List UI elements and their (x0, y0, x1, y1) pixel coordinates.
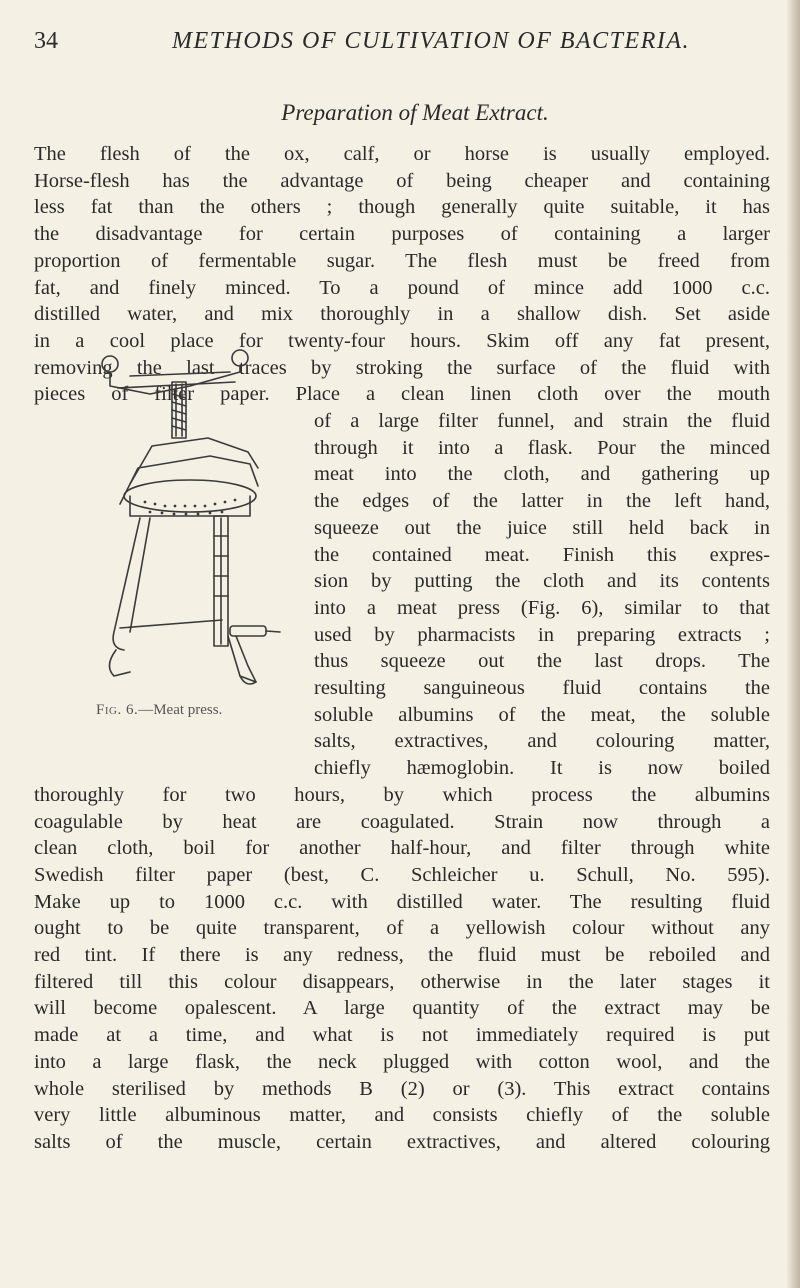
text-line: Swedish filter paper (best, C. Schleicher u. Schull, No. 595). (34, 863, 770, 886)
text-line: the disadvantage for certain purposes of containing a larger (34, 223, 770, 246)
text-line: salts of the muscle, certain extractives, and altered colouring (34, 1130, 770, 1153)
text-line: squeeze out the juice still held back in (314, 516, 770, 539)
text-line: very little albuminous matter, and consists chiefly of the soluble (34, 1104, 770, 1127)
text-line: Make up to 1000 c.c. with distilled water. The resulting fluid (34, 890, 770, 913)
text-line: less fat than the others ; though generally quite suitable, it has (34, 196, 770, 219)
section-title: Preparation of Meat Extract. (281, 100, 549, 125)
text-line: through it into a flask. Pour the minced (314, 436, 770, 459)
text-line: coagulable by heat are coagulated. Strain now through a (34, 810, 770, 833)
text-line: ought to be quite transparent, of a yellowish colour without any (34, 917, 770, 940)
text-line: pieces of filter paper. Place a clean linen cloth over the mouth (34, 383, 770, 406)
text-line: in a cool place for twenty-four hours. Skim off any fat present, (34, 329, 770, 352)
text-line: proportion of fermentable sugar. The flesh must be freed from (34, 249, 770, 272)
text-line: into a meat press (Fig. 6), similar to that (314, 596, 770, 619)
page-number: 34 (34, 28, 58, 54)
text-line: sion by putting the cloth and its contents (314, 570, 770, 593)
figure-caption (96, 702, 222, 719)
meat-press-illustration-icon (90, 336, 300, 696)
figure-caption-text: —Meat press. (138, 702, 223, 718)
text-line: chiefly hæmoglobin. It is now boiled (314, 757, 770, 780)
text-line: whole sterilised by methods B (2) or (3). This extract contains (34, 1077, 770, 1100)
text-line: the edges of the latter in the left hand, (314, 490, 770, 513)
text-line: used by pharmacists in preparing extracts ; (314, 623, 770, 646)
meat-press-figure (90, 336, 300, 696)
text-line: distilled water, and mix thoroughly in a shallow dish. Set aside (34, 303, 770, 326)
text-line: into a large flask, the neck plugged with cotton wool, and the (34, 1050, 770, 1073)
text-line: thus squeeze out the last drops. The (314, 650, 770, 673)
text-line: resulting sanguineous fluid contains the (314, 677, 770, 699)
text-line: will become opalescent. A large quantity of the extract may be (34, 997, 770, 1020)
text-line: made at a time, and what is not immediately required is put (34, 1024, 770, 1047)
text-line: the contained meat. Finish this expres- (314, 543, 770, 566)
text-line: filtered till this colour disappears, otherwise in the later stages it (34, 970, 770, 993)
text-line: thoroughly for two hours, by which process the albumins (34, 783, 770, 806)
page-header (0, 26, 800, 62)
text-line: fat, and finely minced. To a pound of mince add 1000 c.c. (34, 276, 770, 299)
text-line: clean cloth, boil for another half-hour, and filter through white (34, 837, 770, 860)
page-edge-shadow (786, 0, 800, 1288)
running-head: METHODS OF CULTIVATION OF BACTERIA. (172, 28, 691, 54)
text-line: removing the last traces by stroking the surface of the fluid with (34, 356, 770, 379)
text-line: Horse-flesh has the advantage of being cheaper and containing (34, 169, 770, 192)
text-line: of a large filter funnel, and strain the fluid (314, 410, 770, 432)
text-line: The flesh of the ox, calf, or horse is usually employed. (34, 143, 770, 165)
text-line: red tint. If there is any redness, the fluid must be reboiled and (34, 944, 770, 966)
text-line: soluble albumins of the meat, the soluble (314, 703, 770, 726)
figure-caption-label: Fig. 6. (96, 702, 139, 718)
text-line: meat into the cloth, and gathering up (314, 463, 770, 486)
text-line: salts, extractives, and colouring matter, (314, 730, 770, 753)
